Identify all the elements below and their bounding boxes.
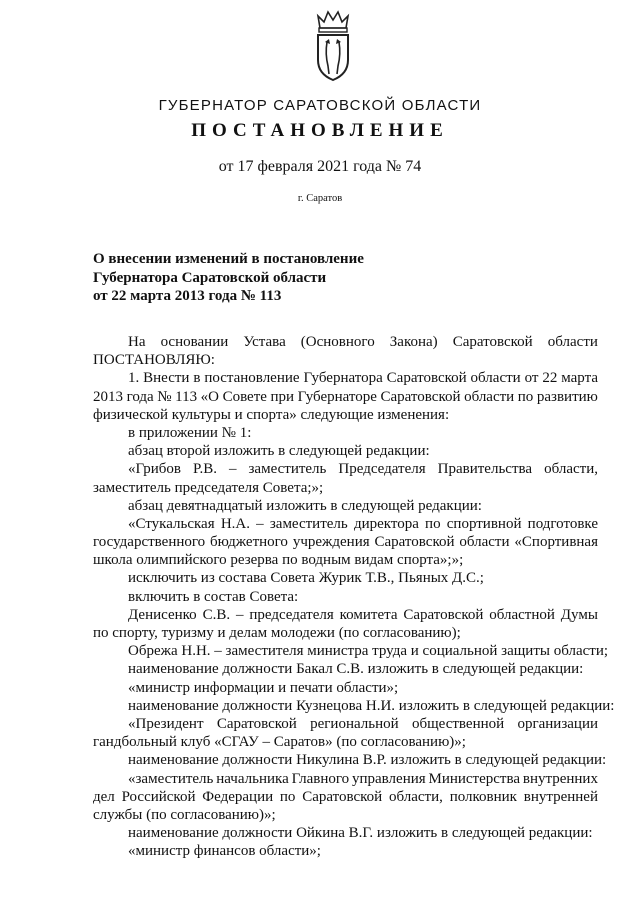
word: учреждения <box>292 534 370 551</box>
subject-line: О внесении изменений в постановление <box>93 251 364 267</box>
word: 2013 <box>93 388 123 405</box>
word: Денисенко <box>128 606 197 623</box>
document-city: г. Саратов <box>297 193 343 204</box>
word: Губернатора <box>303 370 383 387</box>
word: 22 <box>542 370 558 387</box>
word: № <box>157 388 172 405</box>
word: Правительства <box>437 461 533 478</box>
word: бюджетного <box>210 534 288 551</box>
body-line: «министр информации и печати области»; <box>128 679 399 696</box>
word: развитию <box>536 388 598 405</box>
word: года <box>126 388 154 405</box>
word: заместитель <box>269 515 348 532</box>
word: области <box>547 334 598 350</box>
word: «О <box>200 388 219 405</box>
word: – <box>256 515 264 532</box>
body-line: абзац второй изложить в следующей редакции: <box>128 443 430 460</box>
word: Внести <box>143 370 190 387</box>
word: Н.А. <box>220 515 250 532</box>
word: от <box>524 370 539 387</box>
body-line: ПОСТАНОВЛЯЮ: <box>93 352 215 369</box>
word: по <box>425 515 441 532</box>
body-line: абзац девятнадцатый изложить в следующей редакции: <box>128 497 482 514</box>
body-line: по спорту, туризму и делам молодежи (по согласованию); <box>93 625 461 641</box>
body-line <box>93 715 598 733</box>
word: внутренней <box>523 788 598 805</box>
body-line: гандбольный клуб «СГАУ – Саратов» (по согласованию)»; <box>93 734 466 751</box>
body-line: наименование должности Никулина В.Р. изложить в следующей редакции: <box>128 752 607 769</box>
word: (Основного <box>300 334 375 350</box>
body-line: службы (по согласованию)»; <box>93 806 276 823</box>
body-line: в приложении № 1: <box>128 424 252 441</box>
word: «Спортивная <box>514 534 598 551</box>
word: марта <box>561 370 598 387</box>
word: председателя <box>249 606 334 623</box>
word: Министерства <box>428 770 521 787</box>
word: Главного <box>291 770 350 787</box>
word: области, <box>544 461 598 478</box>
issuing-authority: ГУБЕРНАТОР САРАТОВСКОЙ ОБЛАСТИ <box>158 97 482 114</box>
word: Думы <box>560 606 598 623</box>
word: по <box>279 788 296 805</box>
word: спортивной <box>446 515 522 532</box>
word: области <box>464 388 515 405</box>
body-line: наименование должности Кузнецова Н.И. изложить в следующей редакции: <box>128 697 615 714</box>
word: Закона) <box>389 334 438 350</box>
word: Саратовской <box>452 334 533 350</box>
word: организации <box>517 715 598 732</box>
body-line: «министр финансов области»; <box>128 843 321 860</box>
body-line: физической культуры и спорта» следующие изменения: <box>93 406 450 423</box>
body-line: наименование должности Бакал С.В. изложить в следующей редакции: <box>128 661 584 678</box>
word: Совете <box>222 388 267 405</box>
word: – <box>228 461 237 478</box>
document-subject <box>93 250 573 306</box>
word: постановление <box>204 370 300 387</box>
word: полковник <box>449 788 517 805</box>
body-line <box>93 333 598 351</box>
word: «Президент <box>128 715 204 732</box>
word: комитета <box>339 606 398 623</box>
word: общественной <box>411 715 505 732</box>
body-line <box>93 533 598 551</box>
word: Российской <box>121 788 196 805</box>
word: 113 <box>175 388 198 405</box>
body-line <box>93 388 598 406</box>
document-date-number: от 17 февраля 2021 года № 74 <box>218 158 422 175</box>
word: в <box>193 370 201 387</box>
word: дел <box>93 788 115 805</box>
word: «Стукальская <box>128 515 215 532</box>
word: области <box>470 370 521 387</box>
word: Губернаторе <box>297 388 377 405</box>
word: управления <box>351 770 426 787</box>
subject-line: Губернатора Саратовской области <box>93 269 327 286</box>
word: 1. <box>128 370 140 387</box>
word: основании <box>160 334 229 350</box>
body-line <box>93 369 598 387</box>
word: Р.В. <box>192 461 217 478</box>
word: Федерации <box>202 788 274 805</box>
body-line: наименование должности Ойкина В.Г. изложить в следующей редакции: <box>128 825 593 842</box>
body-line <box>93 460 598 478</box>
word: – <box>235 606 244 623</box>
word: внутренних <box>522 770 598 787</box>
word: Саратовской <box>380 388 461 405</box>
body-line: включить в состав Совета: <box>128 588 299 605</box>
word: Председателя <box>338 461 426 478</box>
body-line: заместитель председателя Совета;»; <box>93 479 324 496</box>
word: «Грибов <box>128 461 181 478</box>
word: Саратовской <box>386 370 467 387</box>
word: региональной <box>310 715 399 732</box>
word: подготовке <box>527 515 598 532</box>
body-line: школа олимпийского резерва по водным видам спорта»;»; <box>93 552 464 569</box>
word: С.В. <box>202 606 231 623</box>
word: Саратовской <box>302 788 383 805</box>
body-line <box>93 606 598 624</box>
saratov-coat-of-arms-icon <box>312 8 354 82</box>
word: На <box>128 334 146 350</box>
word: «заместитель <box>128 770 214 787</box>
word: Саратовской <box>374 534 455 551</box>
subject-line: от 22 марта 2013 года № 113 <box>93 288 282 304</box>
document-body <box>93 333 615 860</box>
body-line <box>93 515 598 533</box>
body-line: Обрежа Н.Н. – заместителя министра труда и социальной защиты области; <box>128 643 609 660</box>
document-type-title: ПОСТАНОВЛЕНИЕ <box>191 120 449 141</box>
body-line <box>93 770 598 788</box>
word: директора <box>353 515 419 532</box>
word: Саратовской <box>403 606 484 623</box>
word: заместитель <box>248 461 327 478</box>
word: начальника <box>216 770 289 787</box>
word: при <box>270 388 295 405</box>
word: области, <box>389 788 443 805</box>
body-line <box>93 788 598 806</box>
word: областной <box>489 606 555 623</box>
word: области <box>459 534 510 551</box>
word: Устава <box>243 334 286 350</box>
body-line: исключить из состава Совета Журик Т.В., Пьяных Д.С.; <box>128 570 484 587</box>
word: по <box>517 388 534 405</box>
word: государственного <box>93 534 206 551</box>
word: Саратовской <box>216 715 297 732</box>
